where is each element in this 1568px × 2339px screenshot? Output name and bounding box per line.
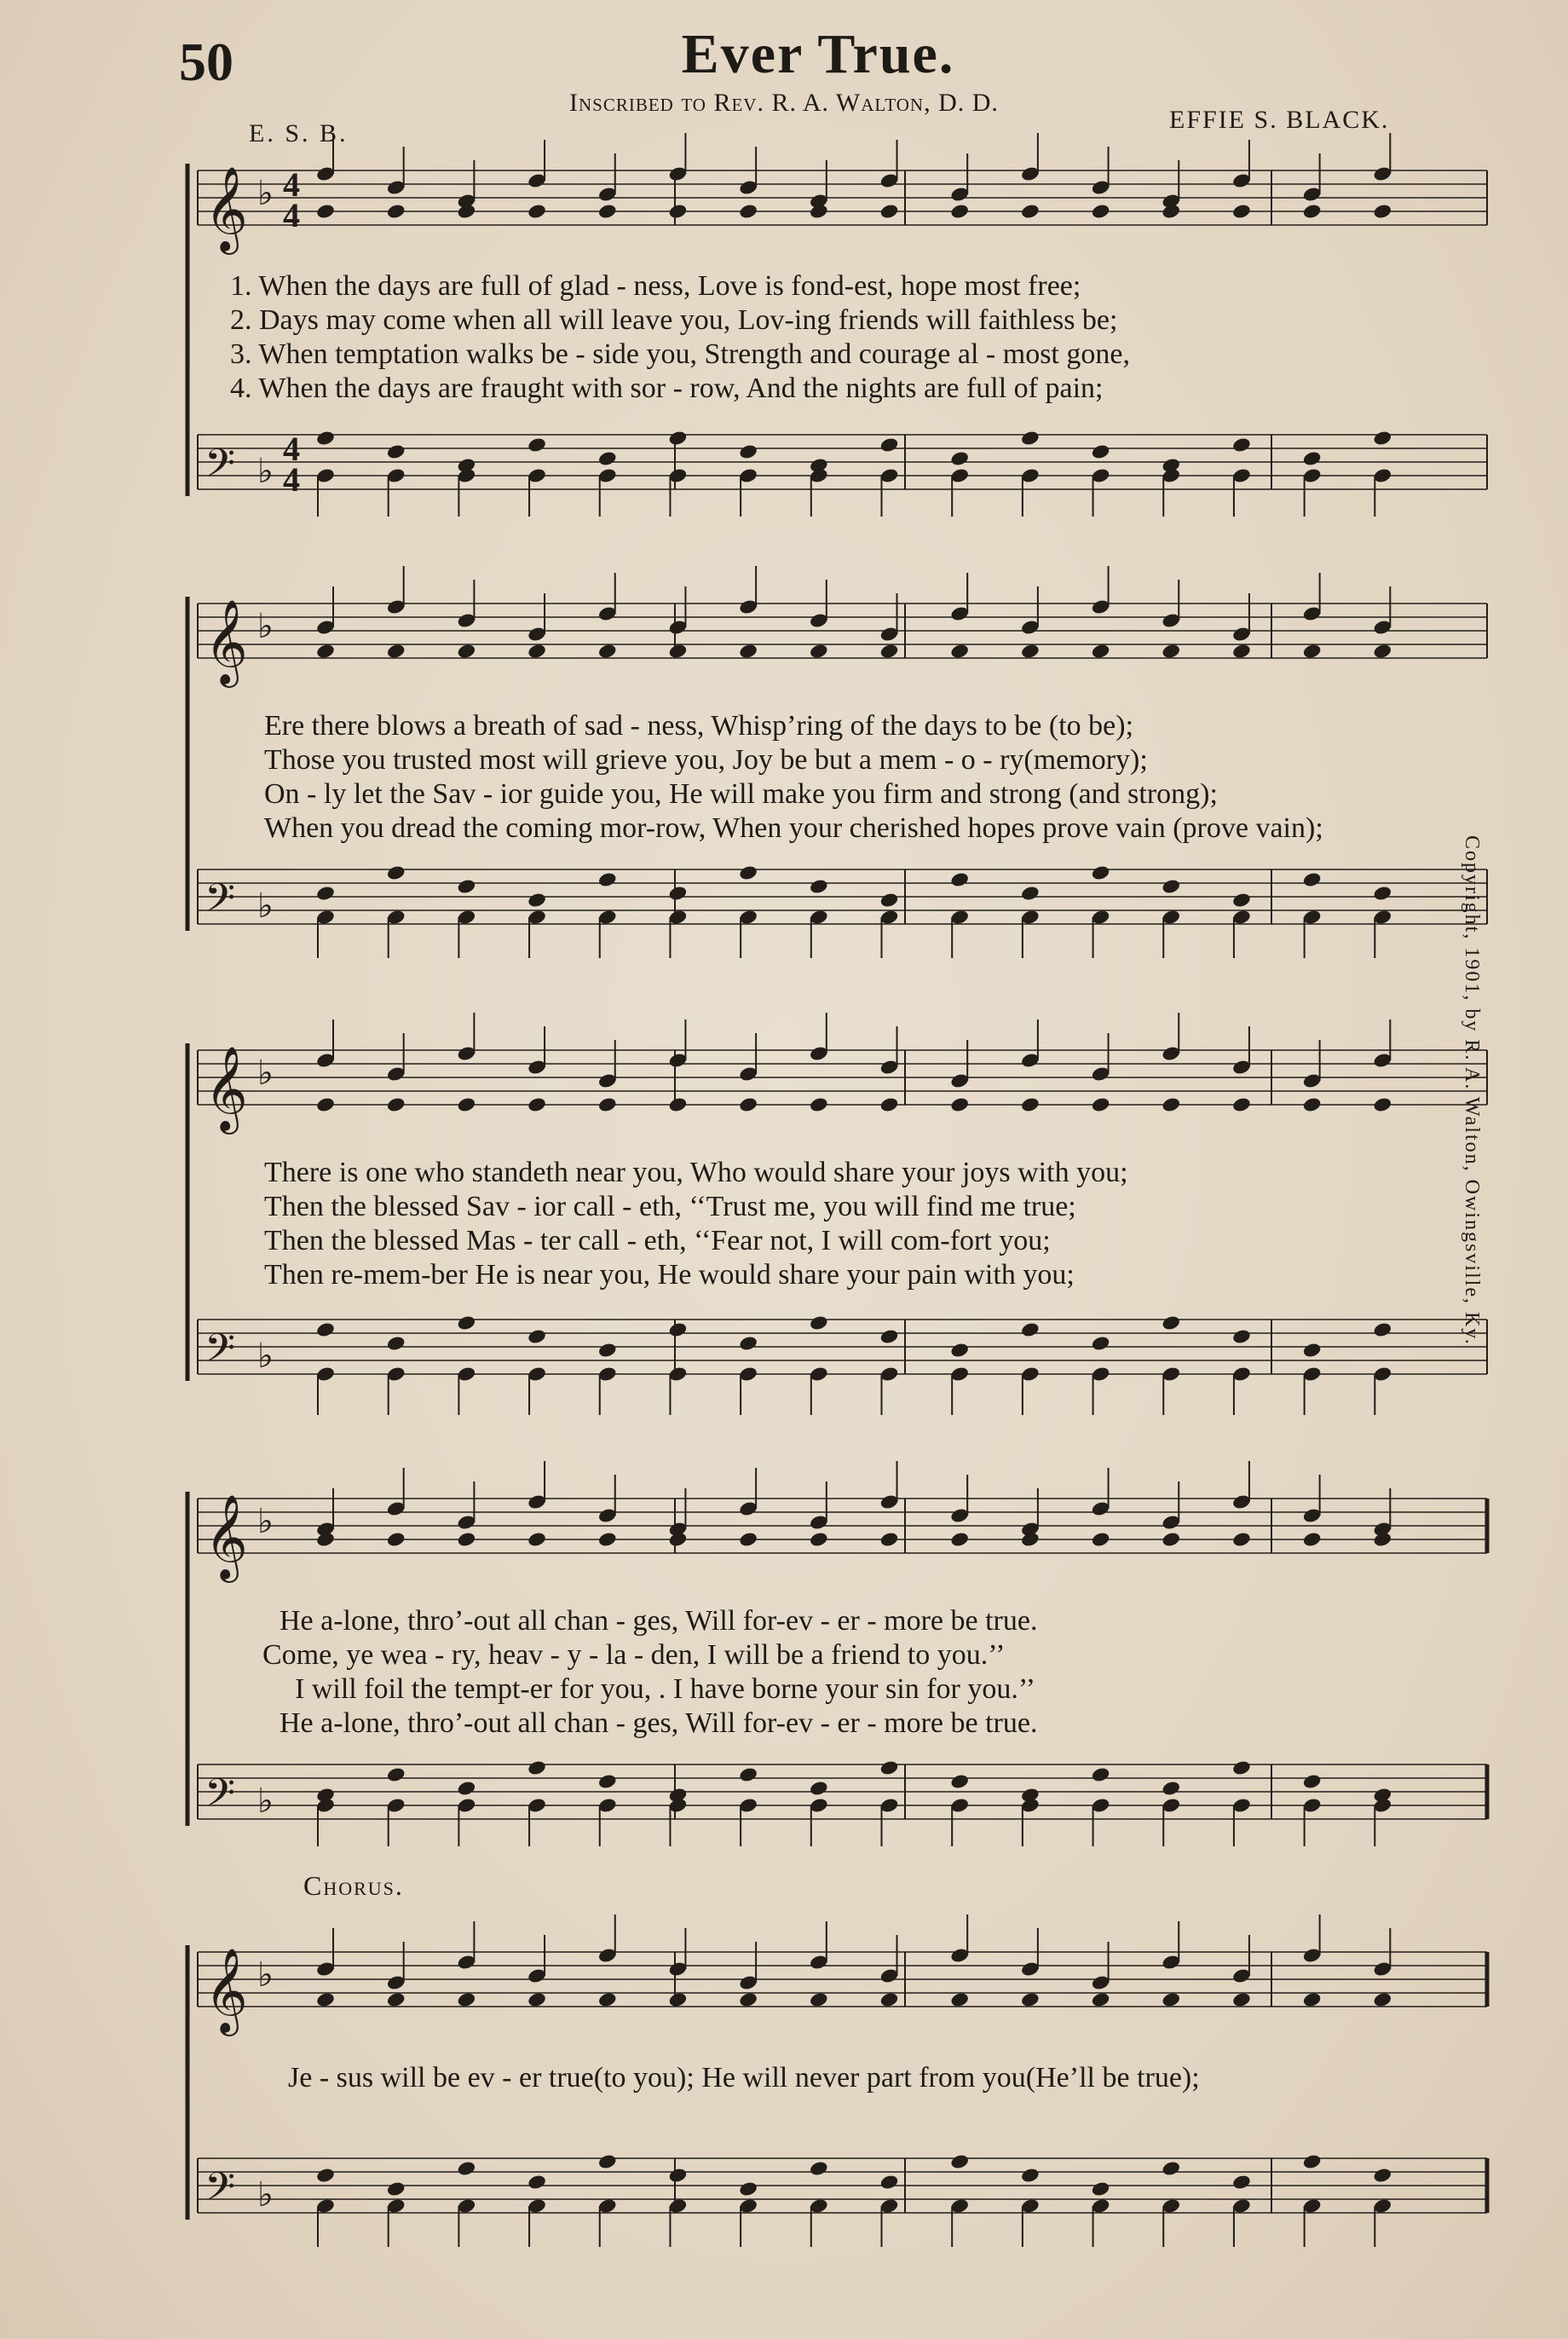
time-signature: 4 xyxy=(283,460,300,499)
note-head xyxy=(1302,871,1323,888)
note-head xyxy=(809,1531,829,1548)
note-head xyxy=(386,1335,406,1352)
flat-sign: ♭ xyxy=(257,887,274,926)
note-head xyxy=(1161,1780,1181,1797)
note-head xyxy=(597,643,618,660)
note-head xyxy=(386,864,406,881)
note-head xyxy=(1302,643,1323,660)
note-head xyxy=(949,450,970,467)
flat-sign: ♭ xyxy=(257,174,274,213)
note-head xyxy=(879,1531,900,1548)
note-head xyxy=(1091,643,1111,660)
bass-clef: 𝄢 xyxy=(205,441,236,496)
hymn-title: Ever True. xyxy=(681,23,955,85)
note-head xyxy=(315,1321,336,1338)
chorus-line: Je - sus will be ev - er true(to you); He will never part from you(He’ll be true); xyxy=(288,2062,1200,2094)
note-head xyxy=(738,1766,758,1783)
note-head xyxy=(1231,436,1252,453)
note-head xyxy=(1161,1096,1181,1113)
note-head xyxy=(1373,643,1393,660)
note-head xyxy=(1302,1342,1323,1359)
note-head xyxy=(738,864,758,881)
note-head xyxy=(1302,450,1323,467)
note-head xyxy=(315,1991,336,2008)
note-head xyxy=(386,1766,406,1783)
note-head xyxy=(1231,892,1252,909)
note-head xyxy=(949,1096,970,1113)
note-head xyxy=(1302,2153,1323,2170)
verse-line: Then re-mem-ber He is near you, He would share your pain with you; xyxy=(264,1259,1075,1291)
note-head xyxy=(527,436,547,453)
note-head xyxy=(809,643,829,660)
treble-clef: 𝄞 xyxy=(205,1046,248,1131)
note-head xyxy=(1231,643,1252,660)
note-head xyxy=(1231,1991,1252,2008)
note-head xyxy=(738,1335,758,1352)
time-signature: 4 xyxy=(283,430,300,468)
verse-line: He a-lone, thro’-out all chan - ges, Will for-ev - er - more be true. xyxy=(280,1707,1038,1739)
note-head xyxy=(1231,1759,1252,1776)
note-head xyxy=(879,2174,900,2191)
note-head xyxy=(879,1328,900,1345)
verse-line: Then the blessed Sav - ior call - eth, ‘‘Trust me, you will find me true; xyxy=(264,1191,1076,1222)
note-head xyxy=(949,871,970,888)
note-head xyxy=(457,878,477,895)
note-head xyxy=(457,1314,477,1331)
note-head xyxy=(1231,1328,1252,1345)
note-head xyxy=(949,1531,970,1548)
note-head xyxy=(527,643,547,660)
verse-line: He a-lone, thro’-out all chan - ges, Will for-ev - er - more be true. xyxy=(280,1605,1038,1637)
note-head xyxy=(457,1991,477,2008)
note-head xyxy=(809,2160,829,2177)
note-head xyxy=(668,430,689,447)
note-head xyxy=(597,2153,618,2170)
note-head xyxy=(879,203,900,220)
flat-sign: ♭ xyxy=(257,452,274,491)
note-head xyxy=(1373,1991,1393,2008)
verse-line: Come, ye wea - ry, heav - y - la - den, I will be a friend to you.’’ xyxy=(262,1639,1006,1671)
note-head xyxy=(457,643,477,660)
bass-clef: 𝄢 xyxy=(205,2164,236,2220)
verse-line: I will foil the tempt-er for you, . I have borne your sin for you.’’ xyxy=(295,1673,1035,1705)
note-head xyxy=(1161,1531,1181,1548)
note-head xyxy=(1020,643,1041,660)
note-head xyxy=(315,430,336,447)
note-head xyxy=(1161,2160,1181,2177)
note-head xyxy=(1373,885,1393,902)
note-head xyxy=(315,203,336,220)
note-head xyxy=(668,1991,689,2008)
note-head xyxy=(1020,885,1041,902)
note-head xyxy=(809,878,829,895)
note-head xyxy=(1302,1773,1323,1790)
note-head xyxy=(738,2180,758,2198)
note-head xyxy=(949,643,970,660)
note-head xyxy=(1091,203,1111,220)
note-head xyxy=(1091,443,1111,460)
treble-clef: 𝄞 xyxy=(205,599,248,684)
note-head xyxy=(1231,1531,1252,1548)
note-head xyxy=(386,643,406,660)
verse-line: When you dread the coming mor-row, When your cherished hopes prove vain (prove vain); xyxy=(264,812,1323,844)
note-head xyxy=(1020,2167,1041,2184)
note-head xyxy=(1161,1991,1181,2008)
note-head xyxy=(879,1991,900,2008)
note-head xyxy=(668,885,689,902)
verse-line: 2. Days may come when all will leave you, Lov-ing friends will faithless be; xyxy=(230,304,1118,336)
note-head xyxy=(738,203,758,220)
note-head xyxy=(1161,1314,1181,1331)
note-head xyxy=(949,2153,970,2170)
composer-name: EFFIE S. BLACK. xyxy=(1169,106,1390,134)
note-head xyxy=(1373,1321,1393,1338)
lyricist-initials: E. S. B. xyxy=(249,119,349,147)
note-head xyxy=(597,1342,618,1359)
verse-line: Ere there blows a breath of sad - ness, Whisp’ring of the days to be (to be); xyxy=(264,710,1134,742)
note-head xyxy=(597,203,618,220)
note-head xyxy=(1091,864,1111,881)
note-head xyxy=(457,1096,477,1113)
note-head xyxy=(879,1759,900,1776)
note-head xyxy=(386,203,406,220)
note-head xyxy=(315,2167,336,2184)
note-head xyxy=(1373,203,1393,220)
note-head xyxy=(315,1096,336,1113)
note-head xyxy=(668,2167,689,2184)
note-head xyxy=(527,892,547,909)
note-head xyxy=(315,885,336,902)
flat-sign: ♭ xyxy=(257,1502,274,1541)
note-head xyxy=(527,2174,547,2191)
note-head xyxy=(738,1531,758,1548)
note-head xyxy=(1302,1096,1323,1113)
time-signature: 4 xyxy=(283,165,300,204)
copyright-notice: Copyright, 1901, by R. A. Walton, Owingsville, Ky. xyxy=(1461,835,1483,1346)
note-head xyxy=(949,1773,970,1790)
note-head xyxy=(668,1096,689,1113)
note-head xyxy=(879,643,900,660)
note-head xyxy=(879,1096,900,1113)
note-head xyxy=(1091,2180,1111,2198)
note-head xyxy=(1091,1766,1111,1783)
verse-line: Then the blessed Mas - ter call - eth, ‘‘Fear not, I will com-fort you; xyxy=(264,1225,1051,1256)
note-head xyxy=(1373,1096,1393,1113)
note-head xyxy=(527,1096,547,1113)
note-head xyxy=(1231,2174,1252,2191)
flat-sign: ♭ xyxy=(257,1337,274,1376)
note-head xyxy=(1373,2167,1393,2184)
note-head xyxy=(809,1314,829,1331)
note-head xyxy=(1373,430,1393,447)
inscription: Inscribed to Rev. R. A. Walton, D. D. xyxy=(569,89,999,117)
note-head xyxy=(1161,643,1181,660)
note-head xyxy=(597,450,618,467)
note-head xyxy=(1020,430,1041,447)
verse-line: 1. When the days are full of glad - ness, Love is fond-est, hope most free; xyxy=(230,270,1081,302)
note-head xyxy=(1091,1335,1111,1352)
note-head xyxy=(386,1096,406,1113)
flat-sign: ♭ xyxy=(257,1054,274,1093)
note-head xyxy=(457,1780,477,1797)
note-head xyxy=(597,1773,618,1790)
note-head xyxy=(949,1342,970,1359)
note-head xyxy=(1091,1991,1111,2008)
note-head xyxy=(527,203,547,220)
flat-sign: ♭ xyxy=(257,607,274,646)
note-head xyxy=(386,2180,406,2198)
note-head xyxy=(386,1991,406,2008)
note-head xyxy=(1302,1991,1323,2008)
verse-line: There is one who standeth near you, Who would share your joys with you; xyxy=(264,1157,1128,1188)
note-head xyxy=(1020,1096,1041,1113)
note-head xyxy=(738,1096,758,1113)
note-head xyxy=(457,1531,477,1548)
note-head xyxy=(809,1991,829,2008)
verse-line: 3. When temptation walks be - side you, Strength and courage al - most gone, xyxy=(230,338,1130,370)
flat-sign: ♭ xyxy=(257,2175,274,2215)
note-head xyxy=(527,1759,547,1776)
verse-line: 4. When the days are fraught with sor - row, And the nights are full of pain; xyxy=(230,373,1104,404)
note-head xyxy=(949,203,970,220)
note-head xyxy=(1020,1321,1041,1338)
note-head xyxy=(949,1991,970,2008)
flat-sign: ♭ xyxy=(257,1782,274,1821)
note-head xyxy=(1020,1991,1041,2008)
bass-clef: 𝄢 xyxy=(205,875,236,931)
bass-clef: 𝄢 xyxy=(205,1325,236,1381)
chorus-label: Chorus. xyxy=(303,1870,404,1901)
note-head xyxy=(668,643,689,660)
note-head xyxy=(668,203,689,220)
note-head xyxy=(879,892,900,909)
treble-clef: 𝄞 xyxy=(205,1948,248,2033)
page-number: 50 xyxy=(179,32,233,92)
note-head xyxy=(1231,203,1252,220)
note-head xyxy=(457,2160,477,2177)
note-head xyxy=(1302,1531,1323,1548)
note-head xyxy=(386,443,406,460)
note-head xyxy=(809,1780,829,1797)
note-head xyxy=(597,871,618,888)
note-head xyxy=(1091,1096,1111,1113)
note-head xyxy=(527,1328,547,1345)
note-head xyxy=(597,1991,618,2008)
note-head xyxy=(386,1531,406,1548)
note-head xyxy=(1020,203,1041,220)
note-head xyxy=(738,443,758,460)
treble-clef: 𝄞 xyxy=(205,166,248,251)
note-head xyxy=(879,436,900,453)
verse-line: On - ly let the Sav - ior guide you, He will make you firm and strong (and strong); xyxy=(264,778,1218,810)
note-head xyxy=(738,1991,758,2008)
note-head xyxy=(809,1096,829,1113)
treble-clef: 𝄞 xyxy=(205,1494,248,1580)
note-head xyxy=(315,643,336,660)
note-head xyxy=(668,1321,689,1338)
note-head xyxy=(597,1531,618,1548)
note-head xyxy=(527,1531,547,1548)
bass-clef: 𝄢 xyxy=(205,1770,236,1826)
note-head xyxy=(597,1096,618,1113)
note-head xyxy=(1161,878,1181,895)
note-head xyxy=(738,643,758,660)
note-head xyxy=(527,1991,547,2008)
note-head xyxy=(1302,203,1323,220)
flat-sign: ♭ xyxy=(257,1955,274,1995)
time-signature: 4 xyxy=(283,196,300,234)
note-head xyxy=(1231,1096,1252,1113)
note-head xyxy=(1091,1531,1111,1548)
verse-line: Those you trusted most will grieve you, Joy be but a mem - o - ry(memory); xyxy=(264,744,1148,776)
